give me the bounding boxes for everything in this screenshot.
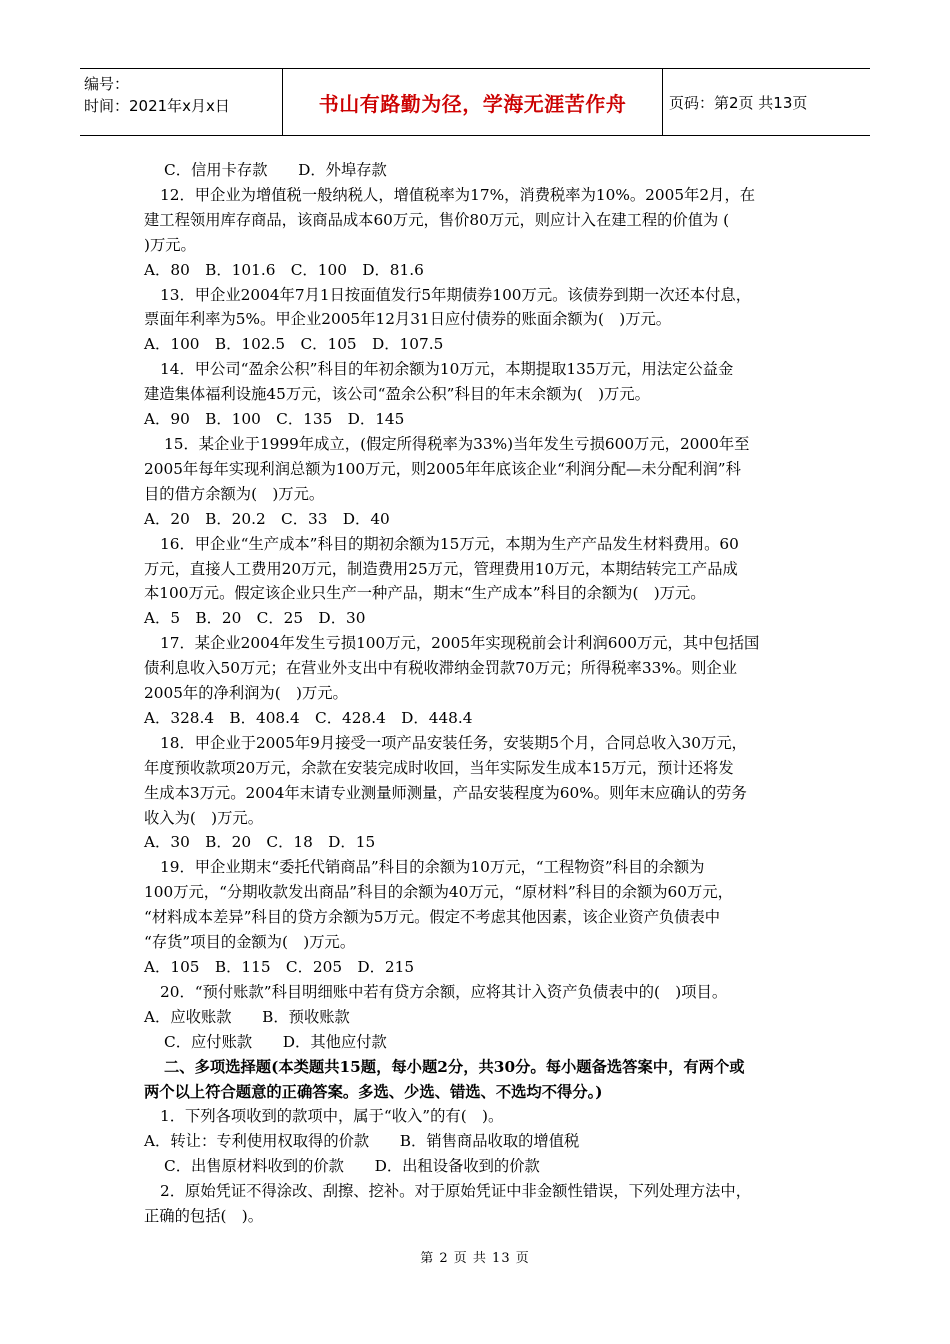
text-line: 18．甲企业于2005年9月接受一项产品安装任务，安装期5个月，合同总收入30万元， [160, 733, 747, 752]
text-line: )万元。 [144, 235, 196, 254]
text-line: 20．“预付账款”科目明细账中若有贷方余额，应将其计入资产负债表中的( )项目。 [160, 982, 728, 1001]
document-time-label: 时间：2021年x月x日 [84, 97, 230, 115]
text-line: 15．某企业于1999年成立，(假定所得税率为33%)当年发生亏损600万元，2000年至 [164, 434, 750, 453]
page-header [80, 68, 870, 136]
header-page-label: 页码：第2页 共13页 [669, 93, 808, 112]
text-line: C．信用卡存款 D．外埠存款 [164, 161, 387, 179]
answer-options: A．90 B．100 C．135 D．145 [144, 410, 405, 429]
answer-options: A．80 B．101.6 C．100 D．81.6 [144, 260, 424, 279]
text-line: 14．甲公司“盈余公积”科目的年初余额为10万元，本期提取135万元，用法定公益金 [160, 360, 734, 379]
text-line: 债利息收入50万元；在营业外支出中有税收滞纳金罚款70万元；所得税率33%。则企业 [144, 659, 738, 678]
text-line: “存货”项目的金额为( )万元。 [144, 933, 356, 952]
page-footer: 第 2 页 共 13 页 [420, 1251, 530, 1266]
answer-options: C．应付账款 D．其他应付款 [164, 1032, 387, 1051]
header-meta [80, 69, 283, 135]
section-heading: 二、多项选择题(本类题共15题，每小题2分，共30分。每小题备选答案中，有两个或 [164, 1057, 745, 1076]
document-body [144, 158, 812, 1229]
answer-options: A．应收账款 B．预收账款 [144, 1007, 350, 1026]
text-line: 19．甲企业期末“委托代销商品”科目的余额为10万元，“工程物资”科目的余额为 [160, 858, 705, 877]
header-motto: 书山有路勤为径，学海无涯苦作舟 [318, 91, 627, 116]
header-page-cell [663, 69, 870, 135]
text-line: 1．下列各项收到的款项中，属于“收入”的有( )。 [160, 1107, 504, 1126]
text-line: 生成本3万元。2004年末请专业测量师测量，产品安装程度为60%。则年末应确认的劳务 [144, 783, 747, 802]
text-line: 2005年每年实现利润总额为100万元，则2005年年底该企业“利润分配—未分配利润”科 [144, 459, 741, 478]
text-line: 建工程领用库存商品，该商品成本60万元，售价80万元，则应计入在建工程的价值为 ( [144, 210, 730, 229]
text-line: 2．原始凭证不得涂改、刮擦、挖补。对于原始凭证中非金额性错误，下列处理方法中， [160, 1182, 752, 1201]
text-line: 建造集体福利设施45万元，该公司“盈余公积”科目的年末余额为( )万元。 [144, 385, 650, 404]
text-line: 票面年利率为5%。甲企业2005年12月31日应付债券的账面余额为( )万元。 [144, 310, 672, 329]
document-number-label: 编号： [84, 75, 130, 93]
text-line: 13．甲企业2004年7月1日按面值发行5年期债券100万元。该债券到期一次还本付息， [160, 285, 751, 304]
text-line: 17．某企业2004年发生亏损100万元，2005年实现税前会计利润600万元，其中包括国 [160, 634, 760, 653]
answer-options: A．100 B．102.5 C．105 D．107.5 [144, 335, 444, 354]
text-line: 本100万元。假定该企业只生产一种产品，期末“生产成本”科目的余额为( )万元。 [144, 584, 706, 603]
text-line: 12．甲企业为增值税一般纳税人，增值税率为17%，消费税率为10%。2005年2月，在 [160, 185, 756, 204]
answer-options: A．328.4 B．408.4 C．428.4 D．448.4 [144, 708, 473, 727]
text-line: 目的借方余额为( )万元。 [144, 484, 325, 503]
text-line: 100万元，“分期收款发出商品”科目的余额为40万元，“原材料”科目的余额为60万元， [144, 883, 733, 902]
answer-options: C．出售原材料收到的价款 D．出租设备收到的价款 [164, 1157, 540, 1176]
section-heading: 两个以上符合题意的正确答案。多选、少选、错选、不选均不得分。) [144, 1082, 603, 1101]
answer-options: A．5 B．20 C．25 D．30 [144, 609, 366, 628]
text-line: 万元，直接人工费用20万元，制造费用25万元，管理费用10万元，本期结转完工产品成 [144, 559, 738, 578]
answer-options: A．30 B．20 C．18 D．15 [144, 833, 376, 852]
text-line: 收入为( )万元。 [144, 808, 264, 827]
text-line: 正确的包括( )。 [144, 1207, 264, 1226]
header-motto-cell [283, 69, 663, 135]
text-line: 年度预收款项20万元，余款在安装完成时收回，当年实际发生成本15万元，预计还将发 [144, 758, 734, 777]
text-line: “材料成本差异”科目的贷方余额为5万元。假定不考虑其他因素，该企业资产负债表中 [144, 908, 721, 927]
text-line: 2005年的净利润为( )万元。 [144, 684, 348, 703]
answer-options: A．20 B．20.2 C．33 D．40 [144, 509, 390, 528]
answer-options: A．105 B．115 C．205 D．215 [144, 958, 415, 976]
text-line: 16．甲企业“生产成本”科目的期初余额为15万元，本期为生产产品发生材料费用。60 [160, 534, 739, 553]
answer-options: A．转让：专利使用权取得的价款 B．销售商品收取的增值税 [144, 1132, 580, 1151]
